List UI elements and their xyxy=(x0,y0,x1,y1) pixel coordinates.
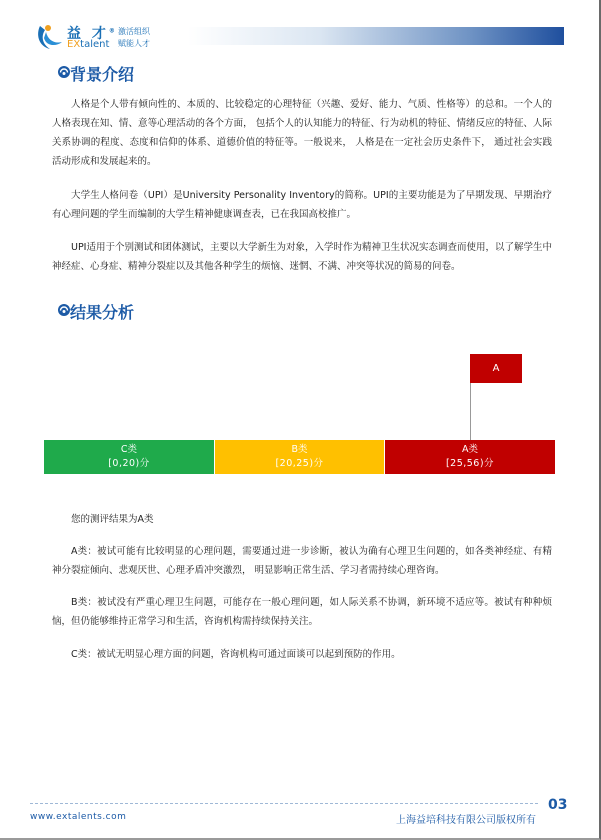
result-description-a: A类：被试可能有比较明显的心理问题，需要通过进一步诊断，被认为确有心理卫生问题的，如各类神经症、有精神分裂症倾向、悲观厌世、心理矛盾冲突激烈， 明显影响正常生活、学习者需持续心理咨询。 xyxy=(52,546,552,576)
logo-mark-icon xyxy=(34,22,64,52)
registered-mark: ® xyxy=(108,27,118,35)
bullet-icon xyxy=(57,303,71,317)
footer-copyright: 上海益培科技有限公司版权所有 xyxy=(396,815,536,826)
logo-en-suffix: talent xyxy=(80,39,110,50)
section-heading: 结果分析 xyxy=(70,303,135,322)
background-paragraph-2: 大学生人格问卷（UPI）是University Personality Inventory的简称。UPI的主要功能是为了早期发现、早期治疗有心理问题的学生而编制的大学生精神健康调查表，已在我国高校推广。 xyxy=(52,190,552,220)
footer-divider xyxy=(30,803,538,804)
bullet-icon xyxy=(57,65,71,79)
logo-slogan-1: 激活组织 xyxy=(118,27,150,36)
brand-logo xyxy=(34,22,174,52)
scale-segment-name: A类 xyxy=(462,444,478,455)
result-marker-flag: A xyxy=(470,354,522,383)
scale-segment-range: [0,20)分 xyxy=(108,458,150,469)
logo-slogan-2: 赋能人才 xyxy=(118,39,150,48)
result-marker-pole xyxy=(470,383,471,440)
background-paragraph-1: 人格是个人带有倾向性的、本质的、比较稳定的心理特征（兴趣、爱好、能力、气质、性格等）的总和。一个人的人格表现在知、情、意等心理活动的各个方面， 包括个人的认知能力的特征、行为动机的特征、情绪反应的特征、人际关系协调的程度、态度和信仰的体系、道德价值的特征等。一般说来， 人格是在一定社会历史条件下， 通过社会实践活动形成和发展起来的。 xyxy=(52,99,552,167)
background-paragraph-3: UPI适用于个别测试和团体测试，主要以大学新生为对象，入学时作为精神卫生状况实态调查而使用，以了解学生中神经症、心身症、精神分裂症以及其他各种学生的烦恼、迷惘、不满、冲突等状况的简易的问卷。 xyxy=(52,242,552,272)
scale-segment-range: [25,56)分 xyxy=(445,458,495,469)
header-gradient-bar xyxy=(188,27,564,45)
logo-english-text xyxy=(67,39,109,50)
scale-segment-range: [20,25)分 xyxy=(275,458,324,469)
scale-segment-c xyxy=(44,440,214,474)
page-number: 03 xyxy=(548,797,568,813)
logo-en-prefix: EX xyxy=(67,39,81,50)
scale-segment-name: C类 xyxy=(120,444,138,455)
result-description-c: C类：被试无明显心理方面的问题，咨询机构可通过面谈可以起到预防的作用。 xyxy=(71,649,401,660)
logo-chinese-name: 益 才 xyxy=(67,26,109,42)
scale-segment-name: B类 xyxy=(291,444,308,455)
footer-website-link[interactable]: www.extalents.com xyxy=(30,812,127,822)
result-description-b: B类：被试没有严重心理卫生问题，可能存在一般心理问题，如人际关系不协调，新环境不适应等。被试有种种烦恼，但仍能够维持正常学习和生活，咨询机构需持续保持关注。 xyxy=(52,597,552,627)
your-result-text: 您的测评结果为A类 xyxy=(71,514,154,525)
scale-segment-b xyxy=(215,440,384,474)
section-heading: 背景介绍 xyxy=(70,65,135,84)
scale-segment-a xyxy=(385,440,555,474)
